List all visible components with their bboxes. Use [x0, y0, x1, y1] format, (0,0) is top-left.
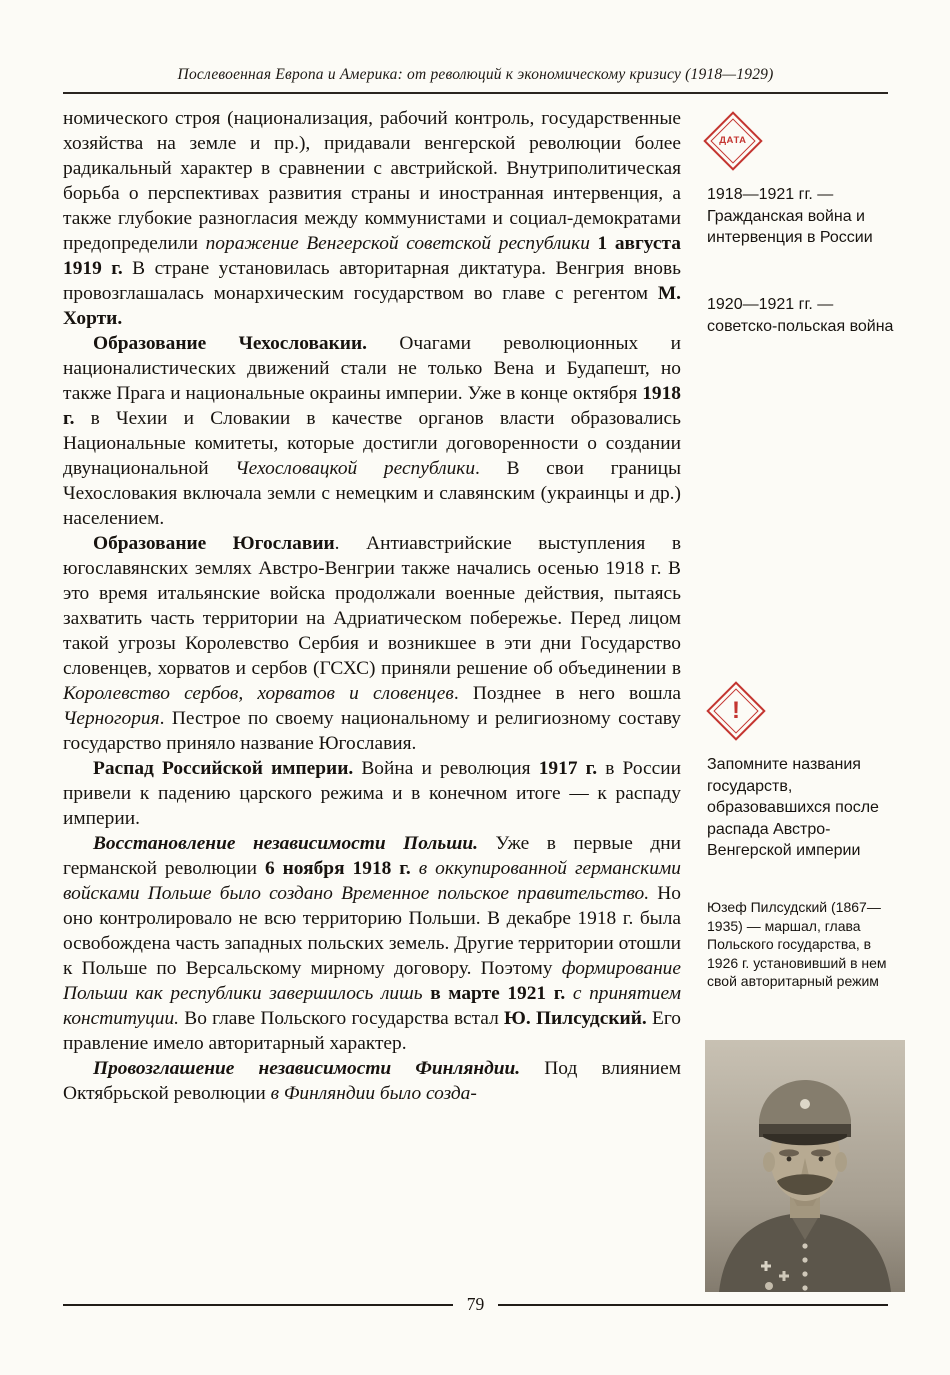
text-segment: Черногория	[63, 708, 160, 729]
text-segment: номического строя (национализация, рабочий контроль, государственные хозяйства на земле и пр.), придавали венгерской революции более радикальный характер в сравнении с австрийской. Внутриполитическая борьба о перспективах развития страны и иностранная интервенция, а также глубокие разногласия между коммунистами и социал-демократами предопределили	[63, 108, 681, 254]
body-paragraph	[63, 1056, 681, 1106]
text-segment: 1917 г.	[538, 758, 598, 779]
text-segment: Но оно контролировало не всю территорию Польши. В декабре 1918 г. была освобождена часть западных польских земель. Другие территории отошли к Польше по Версальскому мирному договору. Поэтому	[63, 883, 681, 979]
running-header: Послевоенная Европа и Америка: от революций к экономическому кризису (1918—1929)	[177, 66, 774, 83]
text-segment: 1918 г.	[63, 383, 681, 429]
date-entry-civil-war: 1918—1921 гг. — Гражданская война и интервенция в России	[707, 186, 873, 246]
header-rule	[63, 92, 888, 94]
body-paragraph	[63, 831, 681, 1056]
body-paragraph	[63, 331, 681, 531]
footer-rule-left	[63, 1304, 453, 1306]
text-segment: Во главе Польского государства встал	[179, 1008, 505, 1029]
remember-note-text: Запомните названия государств, образовавшихся после распада Австро-Венгерской империи	[707, 756, 879, 859]
text-segment: Его правление имело авторитарный характер.	[63, 1008, 681, 1054]
date-badge-icon	[703, 111, 762, 170]
bio-caption: Юзеф Пилсудский (1867—1935) — маршал, глава Польского государства, в 1926 г. установивший в нем свой авторитарный режим	[707, 899, 887, 989]
text-segment: М. Хорти.	[63, 283, 681, 329]
text-segment: в России привели к падению царского режима и в конечном итоге — к распаду империи.	[63, 758, 681, 829]
text-segment: 6 ноября 1918 г.	[264, 858, 411, 879]
text-segment: Война и революция	[353, 758, 539, 779]
text-segment: в Финляндии было созда-	[270, 1083, 477, 1104]
text-segment: в Чехии и Словакии в качестве органов власти образовались Национальные комитеты, которые достигли договоренности о создании двунациональной	[63, 408, 681, 479]
margin-sidebar	[705, 112, 905, 1312]
text-segment: Восстановление независимости Польши.	[93, 833, 478, 854]
text-segment: с принятием конституции.	[63, 983, 681, 1029]
important-badge-icon	[706, 681, 765, 740]
portrait-photo-image	[705, 1040, 905, 1292]
page-number: 79	[466, 1294, 485, 1314]
body-paragraph	[63, 756, 681, 831]
text-segment: в марте 1921 г.	[430, 983, 566, 1004]
body-paragraph	[63, 531, 681, 756]
text-segment: Королевство сербов, хорватов и словенцев	[63, 683, 454, 704]
text-segment: Под влиянием Октябрьской революции	[63, 1058, 681, 1104]
text-segment: Очагами революционных и националистических движений стали не только Вена и Будапешт, но также Прага и национальные окраины империи. Уже в конце октября	[63, 333, 681, 404]
exclamation-icon: !	[732, 697, 740, 724]
footer-rule-right	[498, 1304, 888, 1306]
text-segment: формирование Польши как республики завершилось лишь	[63, 958, 681, 1004]
text-segment: Образование Югославии	[93, 533, 335, 554]
page-footer	[63, 1294, 888, 1315]
text-segment: в оккупированной германскими войсками Польше было создано Временное польское правительство.	[63, 858, 681, 904]
main-text-column	[63, 106, 681, 1106]
text-segment: . Антиавстрийские выступления в югославянских землях Австро-Венгрии также начались осенью 1918 г. В это время итальянские войска продолжали военные действия, пытаясь захватить часть территории на Адриатическом побережье. Перед лицом такой угрозы Королевство Сербия и возникшее в эти дни Государство словенцев, хорватов и сербов (ГСХС) приняли решение об объединении в	[63, 533, 681, 679]
text-segment	[565, 983, 573, 1004]
pilsudski-photo	[705, 1040, 905, 1292]
text-segment: Уже в первые дни германской революции	[63, 833, 681, 879]
text-segment: поражение Венгерской советской республики	[205, 233, 590, 254]
text-segment: В стране установилась авторитарная диктатура. Венгрия вновь провозглашалась монархическим государством во главе с регентом	[63, 258, 682, 304]
text-segment: Провозглашение независимости Финляндии.	[93, 1058, 521, 1079]
text-segment: . В свои границы Чехословакия включала земли с немецким и славянским (украинцы и др.) населением.	[63, 458, 681, 529]
text-segment	[411, 858, 419, 879]
text-segment: Распад Российской империи.	[93, 758, 354, 779]
date-badge-frame	[710, 118, 755, 163]
text-segment: Чехословацкой республики	[235, 458, 476, 479]
date-badge-label: ДАТА	[719, 135, 747, 147]
body-paragraph	[63, 106, 681, 331]
text-segment: 1 августа 1919 г.	[63, 233, 681, 279]
text-segment: . Пестрое по своему национальному и религиозному составу государство приняло название Югославия.	[63, 708, 681, 754]
text-segment: Образование Чехословакии.	[93, 333, 367, 354]
text-segment	[590, 233, 598, 254]
important-badge-frame	[713, 688, 758, 733]
text-segment: . Позднее в него вошла	[453, 683, 681, 704]
date-entry-polish-war: 1920—1921 гг. — советско-польская война	[707, 296, 894, 335]
text-segment: Ю. Пилсудский.	[504, 1008, 647, 1029]
